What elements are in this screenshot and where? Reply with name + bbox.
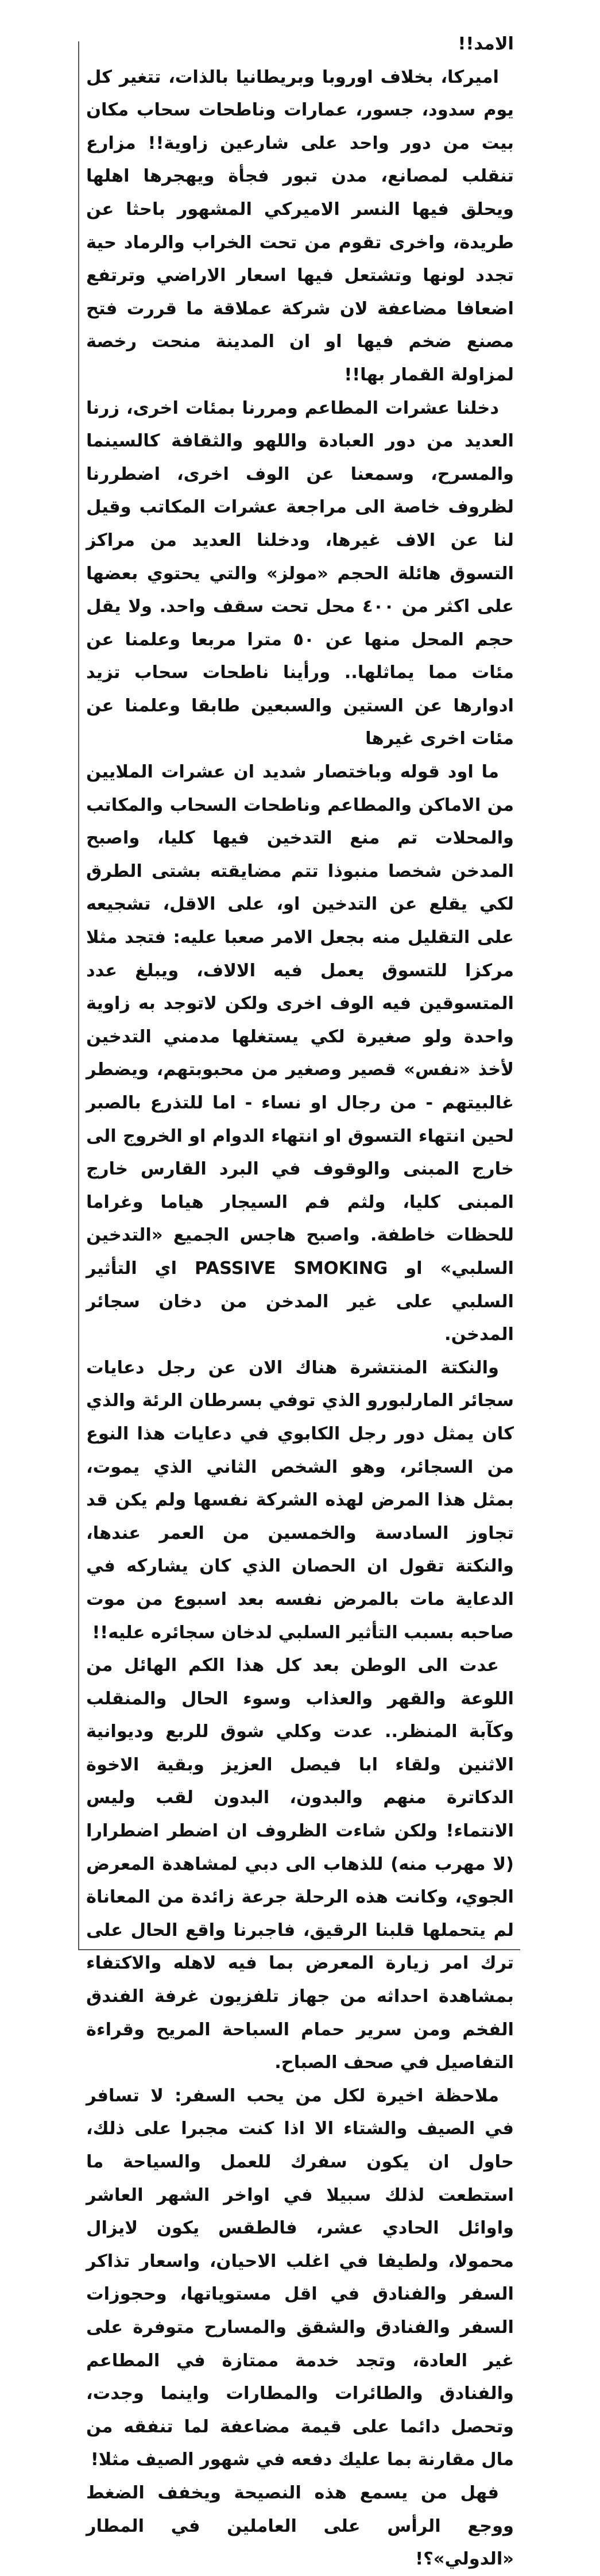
article-paragraph: ملاحظة اخيرة لكل من يحب السفر: لا تسافر في الصيف والشتاء الا اذا كنت مجبرا على ذلك، حاول ان يكون سفرك للعمل والسياحة ما استطعت لذلك سبيلا في اواخر الشهر العاشر واوائل الحادي عشر، فالطقس يكون لايزال محمولا، ولطيفا في اغلب الاحيان، واسعار تذاكر السفر والفنادق في اقل مستوياتها، وحجوزات السفر والفنادق والشقق والمسارح متوفرة على غير العادة، وتجد خدمة ممتازة في المطاعم والفنادق والطائرات والمطارات واينما وجدت، وتحصل دائما على قيمة مضاعفة لما تنفقه من مال مقارنة بما عليك دفعه في شهور الصيف مثلا! [86,2085,514,2470]
article-paragraph: اميركا، بخلاف اوروبا وبريطانيا بالذات، تتغير كل يوم سدود، جسور، عمارات وناطحات سحاب مكان بيت من دور واحد على شارعين زاوية!! مزارع تنقلب لمصانع، مدن تبور فجأة ويهجرها اهلها ويحلق فيها النسر الاميركي المشهور باحثا عن طريدة، واخرى تقوم من تحت الخراب والرماد حية تجدد لونها وتشتعل فيها اسعار الاراضي وترتفع اضعافا مضاعفة لان شركة عملاقة ما قررت فتح مصنع ضخم فيها او ان المدينة منحت رخصة لمزاولة القمار بها!! [86,67,514,385]
article-paragraph: دخلنا عشرات المطاعم ومررنا بمئات اخرى، زرنا العديد من دور العبادة واللهو والثقافة كالسينما والمسرح، وسمعنا عن الوف اخرى، اضطررنا لظروف خاصة الى مراجعة عشرات المكاتب وقيل لنا عن الاف غيرها، ودخلنا العديد من مراكز التسوق هائلة الحجم «مولز» والتي يحتوي بعضها على اكثر من ٤٠٠ محل تحت سقف واحد. ولا يقل حجم المحل منها عن ٥٠ مترا مربعا وعلمنا عن مئات مما يماثلها.. ورأينا ناطحات سحاب تزيد ادوارها عن الستين والسبعين طابقا وعلمنا عن مئات اخرى غيرها [86,398,514,749]
article-paragraph: الامد!! [458,34,514,54]
article-paragraph: ما اود قوله وباختصار شديد ان عشرات الملايين من الاماكن والمطاعم وناطحات السحاب والمكاتب والمحلات تم منع التدخين فيها كليا، واصبح المدخن شخصا منبوذا تتم مضايقته بشتى الطرق لكي يقلع عن التدخين او، على الاقل، تشجيعه على التقليل منه بجعل الامر صعبا عليه: فتجد مثلا مركزا للتسوق يعمل فيه الالاف، ويبلغ عدد المتسوقين فيه الوف اخرى ولكن لاتوجد به زاوية واحدة ولو صغيرة لكي يستغلها مدمني التدخين لأخذ «نفس» قصير وصغير من محبوبتهم، ويضطر غالبيتهم - من رجال او نساء - اما للتذرع بالصبر لحين انتهاء التسوق او انتهاء الدوام او الخروج الى خارج المبنى والوقوف في البرد القارس خارج المبنى كليا، ولثم فم السيجار هياما وغراما للحظات خاطفة. واصبح هاجس الجميع «التدخين السلبي» او PASSIVE SMOKING اي التأثير السلبي على غير المدخن من دخان سجائر المدخن. [86,762,514,1345]
column-rule-left [78,41,79,1949]
article-paragraph: فهل من يسمع هذه النصيحة ويخفف الضغط ووجع الرأس على العاملين في المطار «الدولي»؟! [86,2482,514,2570]
article-paragraph: عدت الى الوطن بعد كل هذا الكم الهائل من اللوعة والقهر والعذاب وسوء الحال والمنقلب وكآبة المنظر.. عدت وكلي شوق للربع وديوانية الاثنين ولقاء ابا فيصل العزيز وبقية الاخوة الدكاترة منهم والبدون، البدون لقب وليس الانتماء! ولكن شاءت الظروف ان اضطر اضطرارا (لا مهرب منه) للذهاب الى دبي لمشاهدة المعرض الجوي، وكانت هذه الرحلة جرعة زائدة من المعاناة لم يتحملها قلبنا الرقيق، فاجبرنا واقع الحال على ترك امر زيارة المعرض بما فيه لاهله والاكتفاء بمشاهدة احداثه من جهاز تلفزيون غرفة الفندق الفخم ومن سرير حمام السباحة المريح وقراءة التفاصيل في صحف الصباح. [86,1655,514,2073]
article-paragraph: والنكتة المنتشرة هناك الان عن رجل دعايات سجائر المارلبورو الذي توفي بسرطان الرئة والذي كان يمثل دور رجل الكابوي في دعايات هذا النوع من السجائر، وهو الشخص الثاني الذي يموت، بمثل هذا المرض لهذه الشركة نفسها ولم يكن قد تجاوز السادسة والخمسين من العمر عندها، والنكتة تقول ان الحصان الذي كان يشاركه في الدعاية مات بالمرض نفسه بعد اسبوع من موت صاحبه بسبب التأثير السلبي لدخان سجائره عليه!! [86,1357,514,1643]
article-column [86,28,514,2576]
